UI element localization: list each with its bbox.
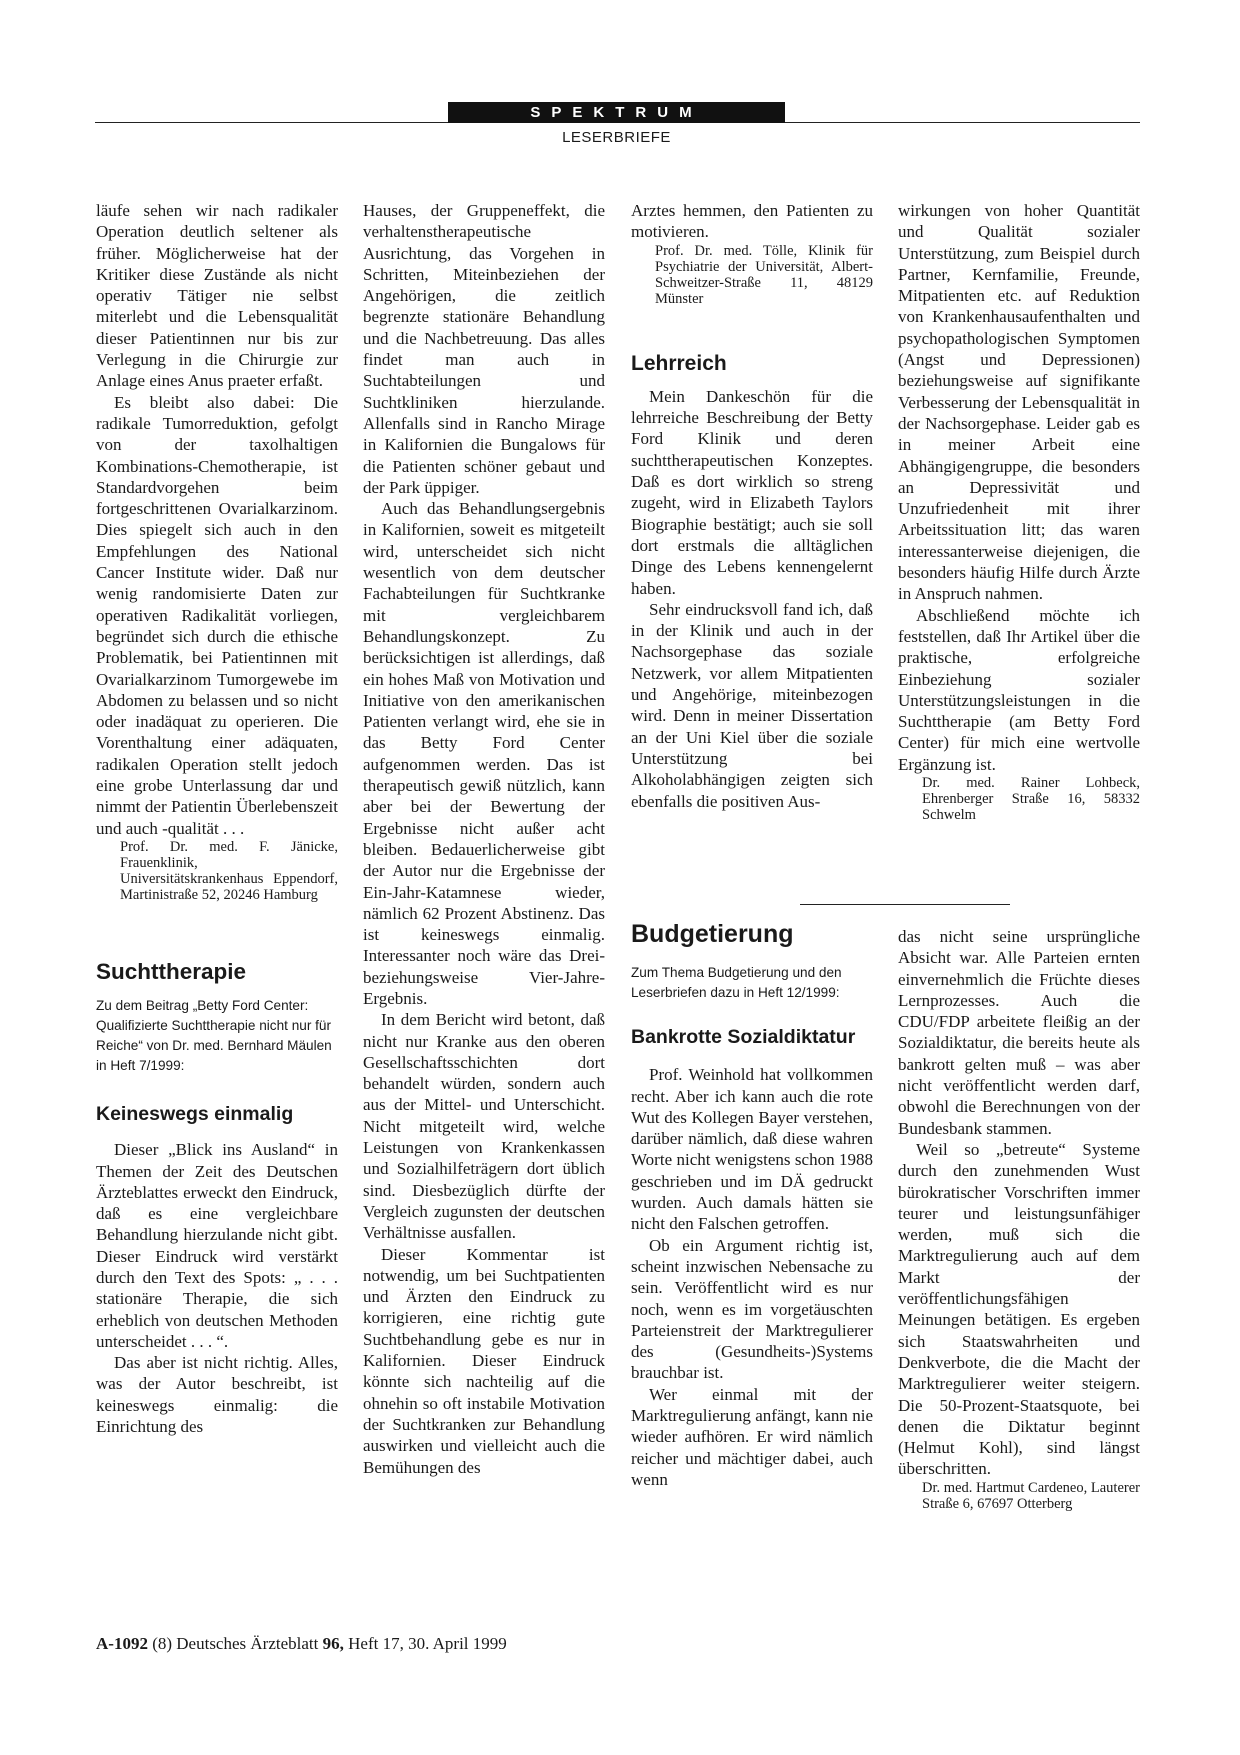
budget-column-3: [631, 920, 873, 1490]
paragraph: Hauses, der Gruppeneffekt, die verhaltenstherapeutische Ausrichtung, das Vorgehen in Schritten, Miteinbeziehen der Angehörigen, die zeitlich begrenzte stationäre Behandlung und die Nachbetreuung. Das alles findet man auch in Suchtabteilungen und Suchtkliniken hierzulande. Allenfalls sind in Rancho Mirage in Kalifornien die Bungalows für die Patienten schöner gebaut und der Park üppiger.: [363, 201, 605, 497]
letter-intro: Zum Thema Budgetierung und den Leserbriefen dazu in Heft 12/1999:: [631, 965, 842, 1001]
paragraph: Dieser Kommentar ist notwendig, um bei Suchtpatienten und Ärzten den Eindruck zu korrigieren, eine richtig gute Suchtbehandlung gebe es nur in Kalifornien. Dieser Eindruck könnte sich nachteilig auf die ohnehin so oft instabile Motivation der Suchtkranken zur Behandlung auswirken und vielleicht auch die Bemühungen des: [363, 1244, 605, 1477]
section-heading-suchttherapie: Suchttherapie: [96, 958, 247, 984]
paragraph: Auch das Behandlungsergebnis in Kalifornien, soweit es mitgeteilt wird, unterscheidet sich nicht wesentlich von dem deutscher Fachabteilungen für Suchtkranke mit vergleichbarem Behandlungskonzept. Zu berücksichtigen ist allerdings, daß ein hohes Maß von Motivation und Initiative von den amerikanischen Patienten verlangt wird, ehe sie in das Betty Ford Center aufgenommen werden. Das ist therapeutisch gewiß nützlich, kann aber bei der Bewertung der Ergebnisse nicht außer acht bleiben. Bedauerlicherweise gibt der Autor nur die Ergebnisse der Ein-Jahr-Katamnese wieder, nämlich 62 Prozent Abstinenz. Das ist keineswegs einmalig. Interessanter noch wäre das Drei- beziehungsweise Vier-Jahre-Ergebnis.: [363, 499, 605, 1008]
section-divider: [800, 904, 1010, 905]
signature: Dr. med. Rainer Lohbeck, Ehrenberger Straße 16, 58332 Schwelm: [922, 775, 1140, 824]
section-heading-budgetierung: Budgetierung: [631, 920, 794, 948]
paragraph: wirkungen von hoher Quantität und Qualität sozialer Unterstützung, zum Beispiel durch Partner, Kernfamilie, Freunde, Mitpatienten etc. auf Reduktion von Krankenhausaufenthalten und psychopathologischen Symptomen (Angst und Depressionen) beziehungsweise auf signifikante Verbesserung der Lebensqualität in der Nachsorgephase. Leider gab es in meiner Arbeit eine Abhängigengruppe, die besonders an Depressivität und Unzufriedenheit mit ihrer Arbeitssituation litt; das waren interessanterweise diejenigen, die besonders häufig Hilfe durch Ärzte in Anspruch nahmen.: [898, 201, 1140, 604]
footer-volume: 96,: [322, 1634, 344, 1653]
page-footer: [96, 1634, 507, 1654]
footer-issue: Heft 17, 30. April 1999: [343, 1634, 507, 1653]
column-1: [96, 200, 338, 1437]
paragraph: In dem Bericht wird betont, daß nicht nur Kranke aus den oberen Gesellschaftsschichten dort behandelt würden, sondern auch aus der Mittel- und Unterschicht. Nicht mitgeteilt wird, welche Leistungen von Krankenkassen und Sozialhilfeträgern dort üblich sind. Diesbezüglich dürfte der Vergleich zugunsten der deutschen Verhältnisse ausfallen.: [363, 1010, 605, 1243]
paragraph: Wer einmal mit der Marktregulierung anfängt, kann nie wieder aufhören. Er wird nämlich reicher und mächtiger dabei, auch wenn: [631, 1384, 873, 1489]
letter-title: Bankrotte Sozialdiktatur: [631, 1026, 856, 1049]
paragraph: Weil so „betreute“ Systeme durch den zunehmenden Wust bürokratischer Vorschriften immer teurer und leistungsunfähiger werden, muß sich die Marktregulierung auch auf dem Markt der veröffentlichungsfähigen Meinungen betätigen. Es ergeben sich Staatswahrheiten und Denkverbote, die die Macht der Marktregulierer weiter steigern. Die 50-Prozent-Staatsquote, bei denen die Diktatur beginnt (Helmut Kohl), sind längst überschritten.: [898, 1139, 1140, 1479]
signature: Dr. med. Hartmut Cardeneo, Lauterer Straße 6, 67697 Otterberg: [922, 1479, 1140, 1512]
letter-title: Keineswegs einmalig: [96, 1103, 294, 1126]
paragraph: das nicht seine ursprüngliche Absicht war. Alle Parteien ernten einvernehmlich die Früchte dieses Lernprozesses. Auch die CDU/FDP arbeitete fleißig an der Sozialdiktatur, die bereits heute als bankrott gelten muß – was aber nicht veröffentlicht werden darf, obwohl die Berechnungen von der Bundesbank stammen.: [898, 927, 1140, 1138]
column-4: [898, 200, 1140, 823]
section-header: SPEKTRUM: [448, 102, 785, 123]
paragraph: Sehr eindrucksvoll fand ich, daß in der Klinik und auch in der Nachsorgephase das soziale Netzwerk, vor allem Mitpatienten und Angehörige, miteinbezogen wird. Denn in meiner Dissertation an der Uni Kiel über die soziale Unterstützung bei Alkoholabhängigen zeigten sich ebenfalls die positiven Aus-: [631, 599, 873, 811]
paragraph: läufe sehen wir nach radikaler Operation deutlich seltener als früher. Möglicherweise hat der Kritiker diese Zustände als nicht operativ Tätiger nie selbst miterlebt und die Lebensqualität dieser Patientinnen nur bis zur Verlegung in die Chirurgie zur Anlage eines Anus praeter erfaßt.: [96, 201, 338, 391]
letter-intro: Zu dem Beitrag „Betty Ford Center: Qualifizierte Suchttherapie nicht nur für Reiche“ von Dr. med. Bernhard Mäulen in Heft 7/1999:: [96, 998, 332, 1074]
budget-column-4: [898, 926, 1140, 1512]
paragraph: Ob ein Argument richtig ist, scheint inzwischen Nebensache zu sein. Veröffentlicht wird es nur noch, wenn es im vorgetäuschten Parteienstreit der Marktregulierer des (Gesundheits-)Systems brauchbar ist.: [631, 1235, 873, 1383]
paragraph: Das aber ist nicht richtig. Alles, was der Autor beschreibt, ist keineswegs einmalig: die Einrichtung des: [96, 1353, 338, 1437]
signature: Prof. Dr. med. F. Jänicke, Frauenklinik, Universitätskrankenhaus Eppendorf, Martinistraße 52, 20246 Hamburg: [120, 838, 338, 903]
paragraph: Abschließend möchte ich feststellen, daß Ihr Artikel über die praktische, erfolgreiche Einbeziehung sozialer Unterstützungsleistungen in die Suchttherapie (am Betty Ford Center) für mich eine wertvolle Ergänzung ist.: [898, 605, 1140, 774]
paragraph: Mein Dankeschön für die lehrreiche Beschreibung der Betty Ford Klinik und deren suchttherapeutischen Konzeptes. Daß es dort wirklich so streng zugeht, wird in Elizabeth Taylors Biographie bestätigt; auch sie soll dort erstmals die alltäglichen Dinge des Lebens kennengelernt haben.: [631, 386, 873, 598]
column-3: [631, 200, 873, 812]
paragraph: Arztes hemmen, den Patienten zu motivieren.: [631, 201, 873, 242]
paragraph: Dieser „Blick ins Ausland“ in Themen der Zeit des Deutschen Ärzteblattes erweckt den Eindruck, daß es eine vergleichbare Behandlung hierzulande nicht gibt. Dieser Eindruck wird verstärkt durch den Text des Spots: „ . . . stationäre Therapie, die sich erheblich von deutschen Methoden unterscheidet . . . “.: [96, 1140, 338, 1351]
column-2: [363, 200, 605, 1478]
footer-journal: (8) Deutsches Ärzteblatt: [152, 1634, 323, 1653]
signature: Prof. Dr. med. Tölle, Klinik für Psychiatrie der Universität, Albert-Schweitzer-Straße 11, 48129 Münster: [655, 242, 873, 307]
page-number: A-1092: [96, 1634, 148, 1653]
paragraph: Prof. Weinhold hat vollkommen recht. Aber ich kann auch die rote Wut des Kollegen Bayer verstehen, darüber nämlich, daß diese wahren Worte nicht wenigstens schon 1988 geschrieben und im DÄ gedruckt wurden. Auch damals hätten sie nicht den Falschen getroffen.: [631, 1065, 873, 1234]
section-heading-lehrreich: Lehrreich: [631, 351, 727, 375]
paragraph: Es bleibt also dabei: Die radikale Tumorreduktion, gefolgt von der taxolhaltigen Kombinations-Chemotherapie, ist Standardvorgehen beim fortgeschrittenen Ovarialkarzinom. Dies spiegelt sich auch in den Empfehlungen des National Cancer Institute wider. Daß nur wenig randomisierte Daten zur operativen Radikalität vorliegen, begründet sich durch die ethische Problematik, bei Patientinnen mit Ovarialkarzinom Tumorgewebe im Abdomen zu belassen und so nicht oder inadäquat zu operieren. Die Vorenthaltung einer adäquaten, radikalen Operation stellt jedoch eine grobe Unterlassung dar und nimmt der Patientin Überlebenszeit und auch -qualität . . .: [96, 392, 338, 838]
subsection-header: LESERBRIEFE: [562, 129, 671, 146]
